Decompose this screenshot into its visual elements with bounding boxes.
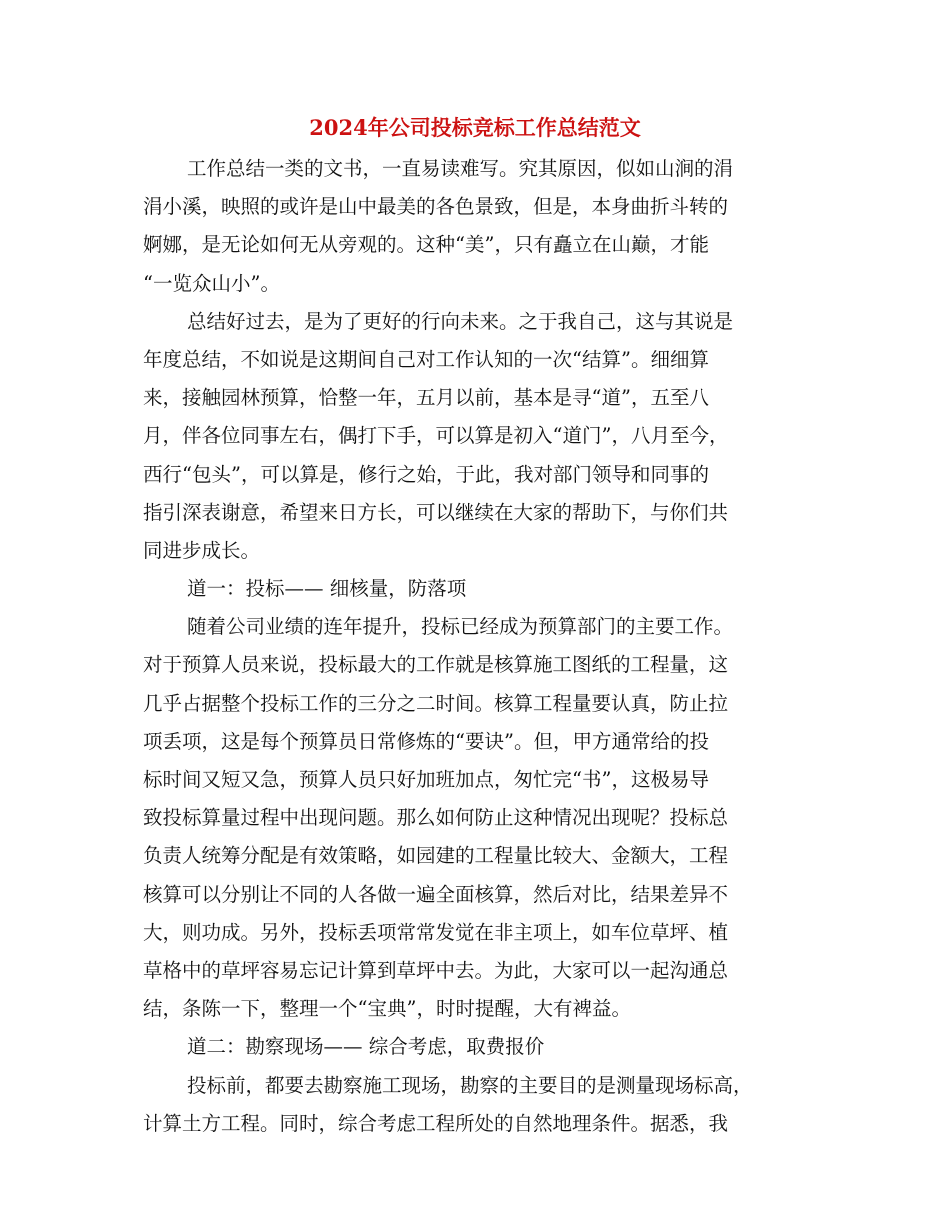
paragraph-3-line-6: 致投标算量过程中出现问题。那么如何防止这种情况出现呢？投标总 <box>143 806 729 830</box>
paragraph-1-line-1: 工作总结一类的文书，一直易读难写。究其原因，似如山涧的涓 <box>187 157 734 180</box>
paragraph-3-line-10: 草格中的草坪容易忘记计算到草坪中去。为此，大家可以一起沟通总 <box>143 958 729 982</box>
paragraph-1-line-2: 涓小溪，映照的或许是山中最美的各色景致，但是，本身曲折斗转的 <box>143 195 729 219</box>
paragraph-2-line-1: 总结好过去，是为了更好的行向未来。之于我自己，这与其说是 <box>187 309 734 333</box>
paragraph-3-line-7: 负责人统筹分配是有效策略，如园建的工程量比较大、金额大，工程 <box>143 844 729 868</box>
paragraph-3-line-3: 几乎占据整个投标工作的三分之二时间。核算工程量要认真，防止拉 <box>143 691 729 715</box>
document-title: 2024年公司投标竞标工作总结范文 <box>309 115 641 140</box>
paragraph-2-line-6: 指引深表谢意，希望来日方长，可以继续在大家的帮助下，与你们共 <box>143 500 729 524</box>
paragraph-3-line-11: 结，条陈一下，整理一个“宝典”，时时提醒，大有裨益。 <box>143 997 631 1021</box>
paragraph-3-line-9: 大，则功成。另外，投标丢项常常发觉在非主项上，如车位草坪、植 <box>143 920 729 944</box>
paragraph-3-line-8: 核算可以分别让不同的人各做一遍全面核算，然后对比，结果差异不 <box>143 882 729 906</box>
paragraph-3-line-4: 项丢项，这是每个预算员日常修炼的“要诀”。但，甲方通常给的投 <box>143 729 709 753</box>
paragraph-2-line-2: 年度总结，不如说是这期间自己对工作认知的一次“结算”。细细算 <box>143 347 709 371</box>
document-body <box>143 150 806 1143</box>
paragraph-2-line-5: 西行“包头”，可以算是，修行之始，于此，我对部门领导和同事的 <box>143 462 709 486</box>
paragraph-4-line-1: 投标前，都要去勘察施工现场，勘察的主要目的是测量现场标高， <box>187 1073 753 1097</box>
paragraph-1-line-4: “一览众山小”。 <box>143 271 280 295</box>
paragraph-3-line-2: 对于预算人员来说，投标最大的工作就是核算施工图纸的工程量，这 <box>143 653 729 677</box>
section-heading-1: 道一：投标—— 细核量，防落项 <box>187 577 467 601</box>
paragraph-2-line-3: 来，接触园林预算，恰整一年，五月以前，基本是寻“道”，五至八 <box>143 386 709 410</box>
paragraph-4-line-2: 计算土方工程。同时，综合考虑工程所处的自然地理条件。据悉，我 <box>143 1111 729 1135</box>
paragraph-3-line-1: 随着公司业绩的连年提升，投标已经成为预算部门的主要工作。 <box>187 615 734 639</box>
paragraph-2-line-4: 月，伴各位同事左右，偶打下手，可以算是初入“道门”，八月至今， <box>143 424 729 448</box>
paragraph-1-line-3: 婀娜，是无论如何无从旁观的。这种“美”，只有矗立在山巅，才能 <box>143 233 709 257</box>
paragraph-3-line-5: 标时间又短又急，预算人员只好加班加点，匆忙完“书”，这极易导 <box>143 768 709 791</box>
section-heading-2: 道二：勘察现场—— 综合考虑，取费报价 <box>187 1035 545 1059</box>
paragraph-2-line-7: 同进步成长。 <box>143 538 261 562</box>
